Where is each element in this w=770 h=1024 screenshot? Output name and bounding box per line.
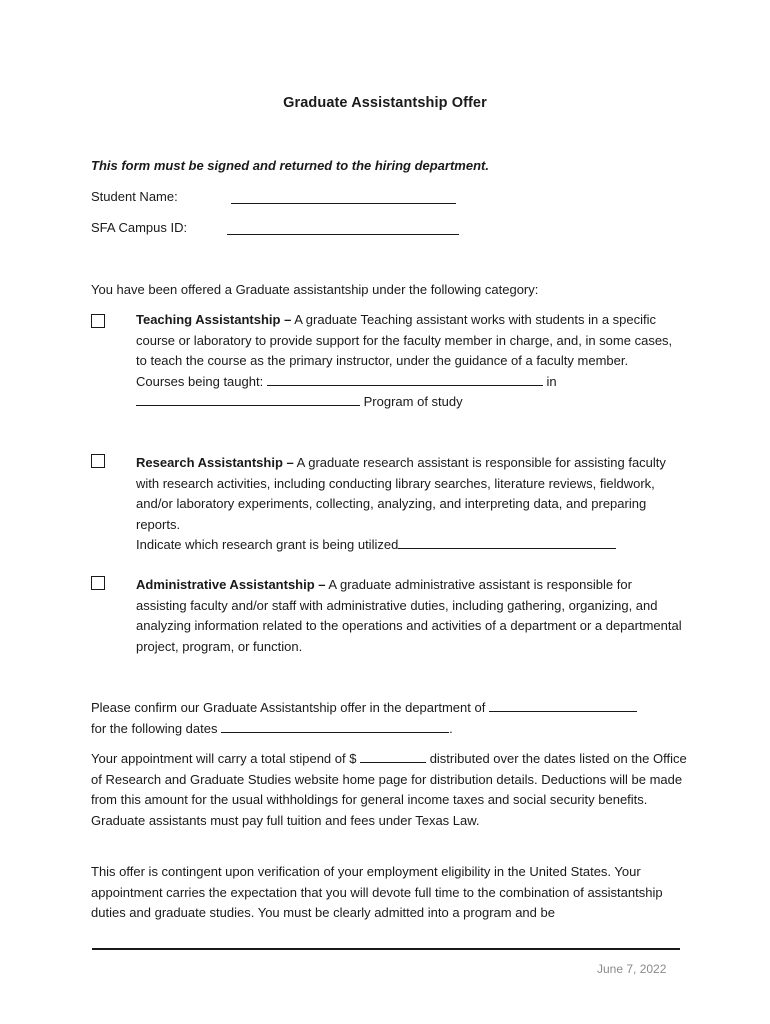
research-checkbox[interactable] — [91, 454, 105, 468]
stipend-before: Your appointment will carry a total stipend of $ — [91, 751, 357, 766]
footer-date: June 7, 2022 — [597, 962, 667, 976]
contingent-paragraph: This offer is contingent upon verification of your employment eligibility in the United States. Your appointment carries the expectation that you will devote full time to the combination of assistantship duties and graduate studies. You must be clearly admitted into a program and be — [91, 864, 663, 921]
administrative-section — [136, 575, 686, 657]
administrative-heading: Administrative Assistantship – — [136, 577, 326, 592]
department-text: Please confirm our Graduate Assistantship offer in the department of — [91, 700, 486, 715]
footer-divider — [92, 948, 680, 950]
category-intro: You have been offered a Graduate assistantship under the following category: — [91, 282, 539, 297]
research-description: A graduate research assistant is responsible for assisting faculty with research activities, including conducting library searches, literature reviews, fieldwork, and/or laboratory experiments, collecting, analyzing, and interpreting data, and preparing reports. — [136, 455, 666, 532]
stipend-after: distributed over the dates listed on the Office of Research and Graduate Studies website home page for distribution details. Deductions will be made from this amount for the usual withholdings for general income taxes and social security benefits. Graduate assistants must pay full tuition and fees under Texas Law. — [91, 751, 687, 828]
teaching-heading: Teaching Assistantship – — [136, 312, 292, 327]
program-label: Program of study — [363, 394, 463, 410]
grant-label: Indicate which research grant is being utilized — [136, 537, 399, 553]
stipend-field[interactable] — [360, 750, 426, 763]
teaching-checkbox[interactable] — [91, 314, 105, 328]
research-section — [136, 453, 686, 556]
courses-label: Courses being taught: — [136, 373, 264, 389]
page-title: Graduate Assistantship Offer — [283, 95, 487, 111]
research-heading: Research Assistantship – — [136, 455, 294, 470]
signing-instruction: This form must be signed and returned to the hiring department. — [91, 158, 489, 173]
grant-field[interactable] — [398, 536, 616, 549]
courses-field[interactable] — [267, 373, 543, 386]
student-name-field[interactable] — [231, 191, 456, 204]
teaching-section — [136, 310, 686, 413]
dates-end: . — [449, 720, 453, 736]
teaching-description: A graduate Teaching assistant works with students in a specific course or laboratory to provide support for the faculty member in charge, and, in some cases, to teach the course as the primary instructor, under the guidance of a faculty member. — [136, 312, 673, 369]
dates-text: for the following dates — [91, 720, 218, 736]
program-field[interactable] — [136, 393, 360, 406]
administrative-description: A graduate administrative assistant is responsible for assisting faculty and/or staff with administrative duties, including gathering, organizing, and analyzing information related to the operations and activities of a department or a departmental project, program, or function. — [136, 577, 682, 654]
administrative-checkbox[interactable] — [91, 576, 105, 590]
student-name-label: Student Name: — [91, 189, 178, 204]
campus-id-label: SFA Campus ID: — [91, 220, 188, 235]
in-label: in — [546, 373, 557, 389]
confirm-section — [91, 698, 691, 739]
dates-field[interactable] — [221, 720, 449, 733]
department-field[interactable] — [489, 699, 637, 712]
stipend-paragraph — [91, 749, 691, 831]
campus-id-field[interactable] — [227, 222, 459, 235]
